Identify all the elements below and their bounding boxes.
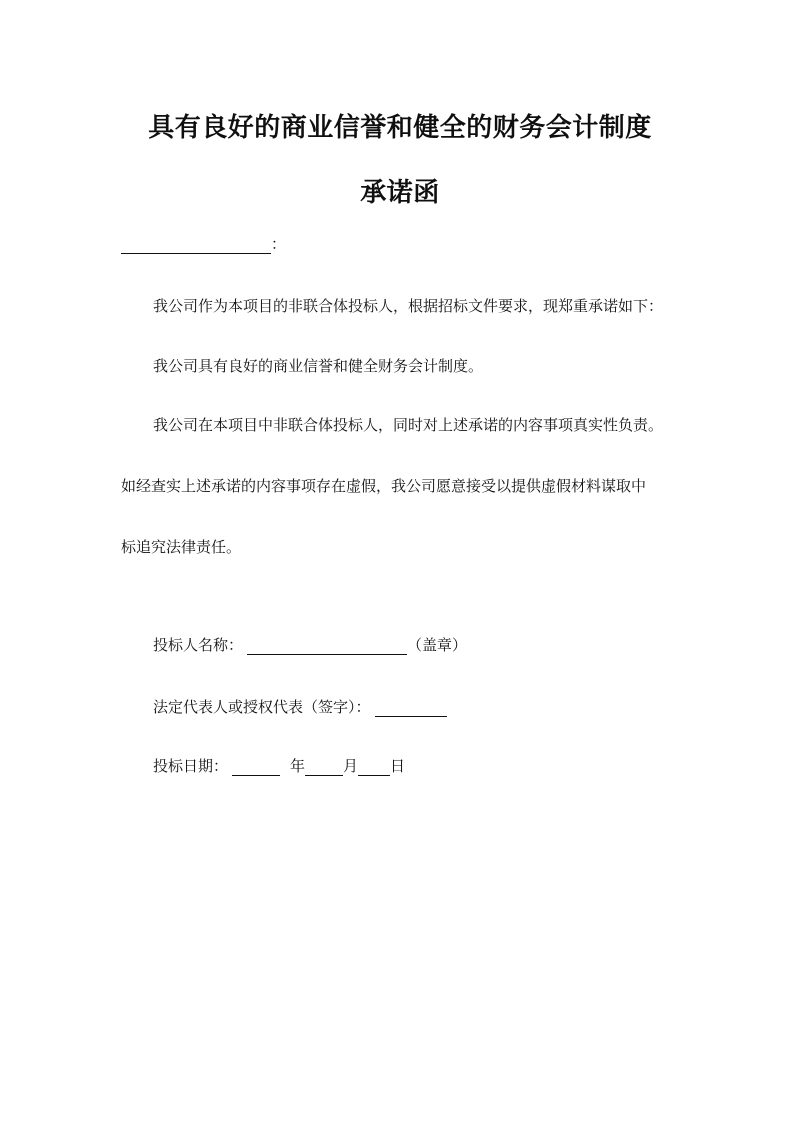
paragraph-commitment-statement: 我公司具有良好的商业信誉和健全财务会计制度。 — [153, 357, 484, 375]
addressee-blank[interactable] — [121, 237, 271, 254]
bid-day-blank[interactable] — [358, 759, 390, 776]
representative-label: 法定代表人或授权代表（签字）： — [153, 698, 371, 716]
month-label: 月 — [343, 757, 359, 775]
document-title: 具有良好的商业信誉和健全的财务会计制度 — [148, 113, 652, 143]
bid-month-blank[interactable] — [305, 759, 343, 776]
bidder-seal-label: （盖章） — [407, 636, 468, 654]
addressee-line — [121, 233, 286, 254]
paragraph-responsibility-line3: 标追究法律责任。 — [121, 538, 242, 556]
bid-date-row — [153, 756, 405, 776]
paragraph-responsibility-line2: 如经查实上述承诺的内容事项存在虚假，我公司愿意接受以提供虚假材料谋取中 — [121, 477, 647, 495]
addressee-colon: ： — [271, 235, 287, 253]
day-label: 日 — [390, 757, 406, 775]
bid-year-blank[interactable] — [232, 759, 280, 776]
year-label: 年 — [290, 757, 306, 775]
bidder-name-label: 投标人名称： — [153, 636, 244, 654]
bidder-name-row — [153, 635, 467, 655]
representative-row — [153, 697, 447, 717]
representative-signature-blank[interactable] — [375, 700, 447, 717]
paragraph-commitment-intro: 我公司作为本项目的非联合体投标人，根据招标文件要求，现郑重承诺如下： — [153, 297, 664, 315]
bidder-name-blank[interactable] — [247, 638, 407, 655]
bid-date-label: 投标日期： — [153, 757, 229, 775]
document-subtitle: 承诺函 — [360, 178, 440, 208]
paragraph-responsibility-line1: 我公司在本项目中非联合体投标人，同时对上述承诺的内容事项真实性负责。 — [153, 416, 664, 434]
